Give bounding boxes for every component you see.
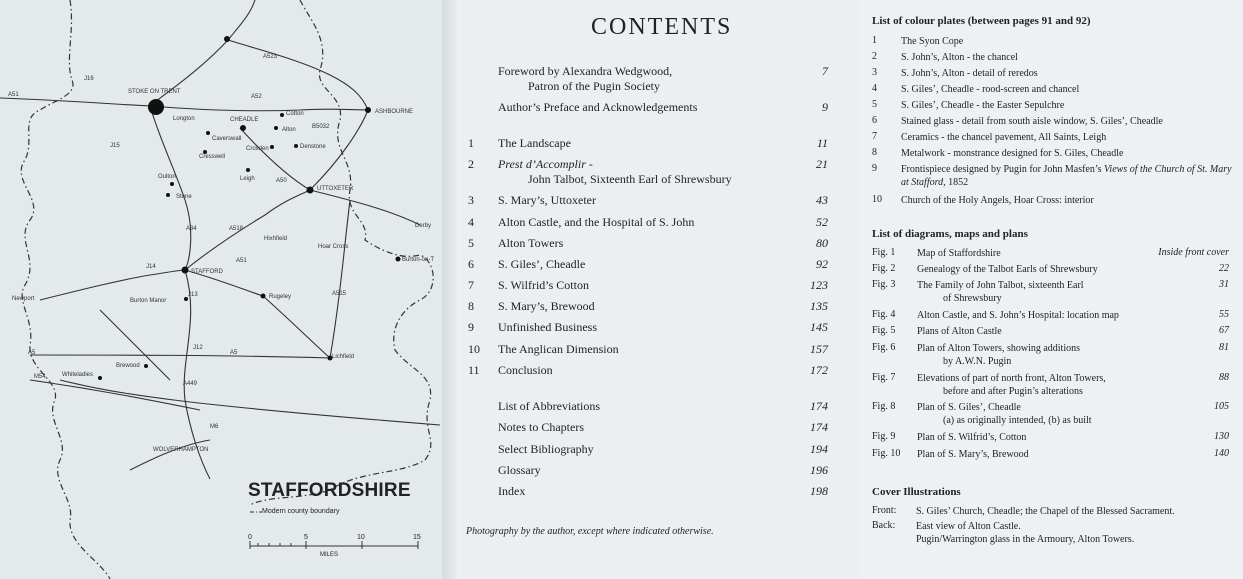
scale-tick-label: 10 [357, 534, 365, 541]
plate-number: 2 [872, 51, 877, 62]
plate-title: S. John’s, Alton - detail of reredos [901, 68, 1038, 79]
map-towns [98, 36, 401, 380]
svg-text:WOLVERHAMPTON: WOLVERHAMPTON [153, 447, 209, 453]
svg-text:J12: J12 [193, 345, 203, 351]
chapter-title: Alton Castle, and the Hospital of S. John [498, 215, 695, 229]
figure-page: 130 [1214, 431, 1229, 442]
figure-page: 140 [1214, 448, 1229, 459]
figure-page: Inside front cover [1158, 247, 1229, 258]
contents-heading: CONTENTS [591, 14, 733, 40]
cover-front-label: Front: [872, 505, 897, 516]
figure-number: Fig. 6 [872, 342, 896, 353]
svg-text:STOKE ON TRENT: STOKE ON TRENT [128, 89, 181, 95]
back-matter-title: Glossary [498, 463, 541, 477]
figure-number: Fig. 4 [872, 309, 896, 320]
figure-number: Fig. 9 [872, 431, 896, 442]
svg-text:Leigh: Leigh [240, 176, 255, 182]
figure-title: Genealogy of the Talbot Earls of Shrewsbury [917, 264, 1098, 275]
plate-title: The Syon Cope [901, 36, 964, 47]
svg-text:Alton: Alton [282, 127, 296, 133]
chapter-page: 135 [810, 299, 828, 313]
plate-number: 5 [872, 99, 877, 110]
roads [0, 0, 440, 479]
map-labels [8, 54, 434, 453]
figure-page: 55 [1219, 309, 1229, 320]
figure-page: 67 [1219, 325, 1229, 336]
map-title: STAFFORDSHIRE [248, 480, 411, 501]
svg-text:A52: A52 [251, 94, 262, 100]
figure-title: Elevations of part of north front, Alton Towers, before and after Pugin’s alterations [917, 373, 1106, 397]
book-gutter [442, 0, 460, 579]
svg-text:J14: J14 [146, 264, 156, 270]
contents-entry-title: Author’s Preface and Acknowledgements [498, 100, 698, 114]
figure-title: Plan of S. Giles’, Cheadle (a) as originally intended, (b) as built [917, 402, 1092, 426]
plate-number: 4 [872, 83, 877, 94]
chapter-page: 80 [816, 236, 828, 250]
back-matter-page: 194 [810, 442, 828, 456]
plate-title: Ceramics - the chancel pavement, All Saints, Leigh [901, 132, 1107, 143]
svg-text:Burton-on-T: Burton-on-T [402, 257, 435, 263]
cover-back-text: East view of Alton Castle. Pugin/Warrington glass in the Armoury, Alton Towers. [916, 521, 1135, 545]
figure-number: Fig. 5 [872, 325, 896, 336]
back-matter-page: 174 [810, 420, 828, 434]
map-page [0, 0, 442, 579]
svg-text:B5032: B5032 [312, 124, 330, 130]
chapter-number: 6 [468, 257, 474, 271]
svg-text:A5: A5 [230, 350, 238, 356]
svg-text:Cresswell: Cresswell [199, 154, 226, 160]
plate-number: 7 [872, 131, 877, 142]
back-matter-page: 196 [810, 463, 828, 477]
figure-title: Plan of S. Mary’s, Brewood [917, 449, 1029, 460]
cover-illustrations-heading: Cover Illustrations [872, 486, 961, 498]
lists-page [858, 0, 1243, 579]
svg-text:ASHBOURNE: ASHBOURNE [375, 109, 414, 115]
chapter-page: 11 [816, 136, 828, 150]
scale-tick-label: 15 [413, 534, 421, 541]
chapter-number: 10 [468, 342, 480, 356]
svg-text:Croxden: Croxden [246, 146, 269, 152]
svg-text:Lichfield: Lichfield [332, 354, 355, 360]
svg-text:M6: M6 [210, 424, 219, 430]
svg-text:A5: A5 [28, 350, 36, 356]
figure-number: Fig. 3 [872, 279, 896, 290]
cover-front-text: S. Giles’ Church, Cheadle; the Chapel of the Blessed Sacrament. [916, 506, 1175, 517]
chapter-title: Conclusion [498, 363, 553, 377]
chapter-title: Alton Towers [498, 236, 564, 250]
chapter-page: 145 [810, 320, 828, 334]
svg-text:UTTOXETER: UTTOXETER [317, 186, 354, 192]
chapter-number: 2 [468, 157, 474, 171]
figure-number: Fig. 1 [872, 247, 896, 258]
svg-text:J13: J13 [188, 292, 198, 298]
chapter-number: 11 [468, 363, 480, 377]
plate-title: Church of the Holy Angels, Hoar Cross: interior [901, 195, 1094, 206]
chapter-page: 123 [810, 278, 828, 292]
chapter-title: S. Mary’s, Uttoxeter [498, 193, 596, 207]
contents-entry-page: 7 [822, 64, 828, 78]
scale-bar [250, 512, 418, 549]
figure-number: Fig. 10 [872, 448, 901, 459]
svg-text:Oulton: Oulton [158, 174, 176, 180]
figure-title: The Family of John Talbot, sixteenth Earl of Shrewsbury [917, 280, 1084, 304]
contents-entry-page: 9 [822, 100, 828, 114]
figure-title: Alton Castle, and S. John’s Hospital: location map [917, 310, 1119, 321]
back-matter-page: 198 [810, 484, 828, 498]
svg-text:A51: A51 [8, 92, 19, 98]
figure-title: Plans of Alton Castle [917, 326, 1002, 337]
chapter-number: 5 [468, 236, 474, 250]
back-matter-title: Notes to Chapters [498, 420, 584, 434]
plate-title: S. Giles’, Cheadle - rood-screen and chancel [901, 84, 1080, 95]
svg-text:A50: A50 [276, 178, 287, 184]
chapter-title: S. Mary’s, Brewood [498, 299, 595, 313]
figure-number: Fig. 2 [872, 263, 896, 274]
chapter-title: S. Giles’, Cheadle [498, 257, 586, 271]
chapter-title: Prest d’Accomplir - John Talbot, Sixteenth Earl of Shrewsbury [498, 157, 732, 186]
scale-tick-label: 0 [248, 534, 252, 541]
svg-text:Newport: Newport [12, 296, 35, 302]
plate-number: 1 [872, 35, 877, 46]
svg-text:Longton: Longton [173, 116, 195, 122]
plate-title: Frontispiece designed by Pugin for John Masfen’s Views of the Church of St. Mary at Stafford, 1852 [901, 164, 1232, 188]
map-legend-label: Modern county boundary [262, 508, 340, 515]
plate-title: Stained glass - detail from south aisle window, S. Giles’, Cheadle [901, 116, 1163, 127]
plate-number: 9 [872, 163, 877, 174]
colour-plates-heading: List of colour plates (between pages 91 and 92) [872, 15, 1091, 27]
svg-text:Derby: Derby [415, 223, 432, 229]
figure-page: 88 [1219, 372, 1229, 383]
svg-text:A518: A518 [229, 226, 244, 232]
svg-text:A523: A523 [263, 54, 278, 60]
chapter-number: 8 [468, 299, 474, 313]
chapter-number: 9 [468, 320, 474, 334]
svg-text:Rugeley: Rugeley [269, 294, 292, 300]
chapter-title: S. Wilfrid’s Cotton [498, 278, 589, 292]
figure-number: Fig. 8 [872, 401, 896, 412]
svg-text:A515: A515 [332, 291, 347, 297]
contents-page [460, 0, 858, 579]
figure-title: Map of Staffordshire [917, 248, 1001, 259]
svg-text:A51: A51 [236, 258, 247, 264]
plate-title: S. John’s, Alton - the chancel [901, 52, 1018, 63]
svg-text:Hixhfield: Hixhfield [264, 236, 288, 242]
plate-number: 3 [872, 67, 877, 78]
contents-entry-title: Foreword by Alexandra Wedgwood, Patron of the Pugin Society [498, 64, 673, 93]
figure-page: 105 [1214, 401, 1229, 412]
scale-tick-label: 5 [304, 534, 308, 541]
chapter-page: 21 [816, 157, 828, 171]
svg-text:J16: J16 [84, 76, 94, 82]
photography-note: Photography by the author, except where indicated otherwise. [466, 526, 714, 537]
plate-number: 10 [872, 194, 882, 205]
plate-number: 8 [872, 147, 877, 158]
svg-text:M54: M54 [34, 374, 46, 380]
svg-text:A34: A34 [186, 226, 197, 232]
plate-title: Metalwork - monstrance designed for S. Giles, Cheadle [901, 148, 1124, 159]
svg-text:Burton Manor: Burton Manor [130, 298, 167, 304]
chapter-title: The Landscape [498, 136, 571, 150]
diagrams-heading: List of diagrams, maps and plans [872, 228, 1028, 240]
svg-text:A449: A449 [183, 381, 198, 387]
chapter-page: 52 [816, 215, 828, 229]
figure-page: 31 [1219, 279, 1229, 290]
back-matter-title: List of Abbreviations [498, 399, 600, 413]
figure-title: Plan of Alton Towers, showing additions by A.W.N. Pugin [917, 343, 1081, 367]
figure-page: 81 [1219, 342, 1229, 353]
back-matter-page: 174 [810, 399, 828, 413]
cover-back-label: Back: [872, 520, 896, 531]
svg-text:CHEADLE: CHEADLE [230, 117, 259, 123]
svg-text:Denstone: Denstone [300, 144, 326, 150]
chapter-page: 157 [810, 342, 828, 356]
chapter-page: 172 [810, 363, 828, 377]
chapter-number: 1 [468, 136, 474, 150]
svg-text:J15: J15 [110, 143, 120, 149]
plate-number: 6 [872, 115, 877, 126]
back-matter-title: Index [498, 484, 526, 498]
svg-text:Cotton: Cotton [286, 111, 304, 117]
figure-number: Fig. 7 [872, 372, 896, 383]
plate-title: S. Giles’, Cheadle - the Easter Sepulchre [901, 100, 1065, 111]
svg-text:STAFFORD: STAFFORD [191, 269, 223, 275]
figure-page: 22 [1219, 263, 1229, 274]
chapter-number: 3 [468, 193, 474, 207]
svg-text:Whiteladies: Whiteladies [62, 372, 94, 378]
svg-text:Caverswall: Caverswall [212, 136, 242, 142]
svg-text:Hoar Cross: Hoar Cross [318, 244, 349, 250]
chapter-number: 7 [468, 278, 474, 292]
svg-text:Brewood: Brewood [116, 363, 140, 369]
chapter-page: 92 [816, 257, 828, 271]
figure-title: Plan of S. Wilfrid’s, Cotton [917, 432, 1027, 443]
svg-text:Stone: Stone [176, 194, 192, 200]
back-matter-title: Select Bibliography [498, 442, 594, 456]
chapter-title: Unfinished Business [498, 320, 597, 334]
chapter-page: 43 [816, 193, 828, 207]
scale-unit: MILES [320, 552, 339, 558]
chapter-title: The Anglican Dimension [498, 342, 619, 356]
chapter-number: 4 [468, 215, 474, 229]
